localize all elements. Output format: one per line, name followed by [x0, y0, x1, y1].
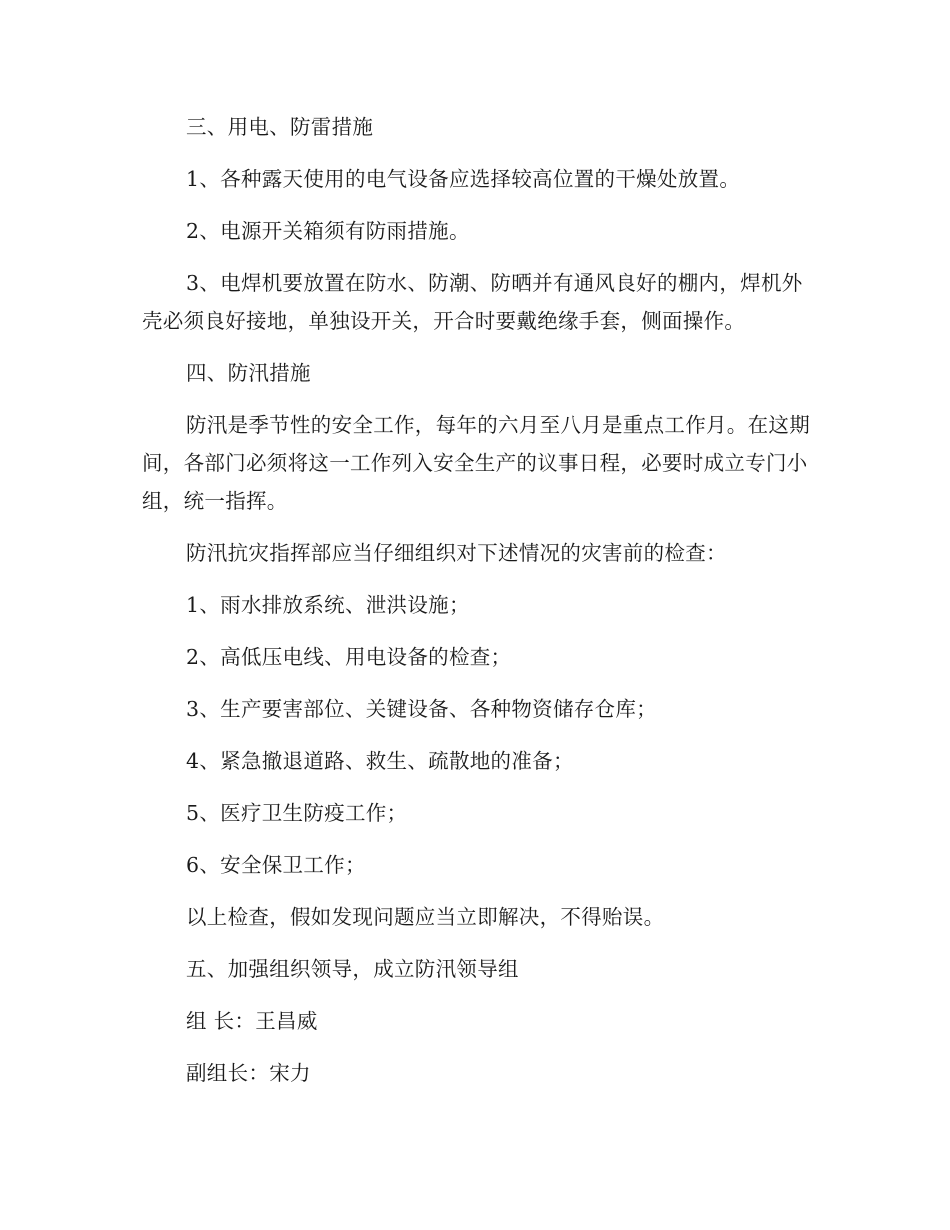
deputy-leader-line: 副组长：宋力 [186, 1061, 311, 1085]
paragraph-item: 1、各种露天使用的电气设备应选择较高位置的干燥处放置。 [186, 167, 741, 191]
paragraph-body: 以上检查，假如发现问题应当立即解决，不得贻误。 [186, 905, 665, 929]
leader-line: 组 长：王昌威 [186, 1009, 318, 1033]
section-heading-electricity: 三、用电、防雷措施 [186, 115, 374, 139]
paragraph-item: 3、电焊机要放置在防水、防潮、防晒并有通风良好的棚内，焊机外壳必须良好接地，单独设开关，开合时要戴绝缘手套，侧面操作。 [142, 271, 803, 333]
list-item: 5、医疗卫生防疫工作； [186, 801, 408, 825]
list-item: 4、紧急撤退道路、救生、疏散地的准备； [186, 749, 574, 773]
paragraph-item: 2、电源开关箱须有防雨措施。 [186, 219, 470, 243]
list-item: 1、雨水排放系统、泄洪设施； [186, 593, 470, 617]
paragraph-body: 防汛抗灾指挥部应当仔细组织对下述情况的灾害前的检查： [186, 541, 727, 565]
section-heading-flood: 四、防汛措施 [186, 361, 311, 385]
paragraph-body: 防汛是季节性的安全工作，每年的六月至八月是重点工作月。在这期间，各部门必须将这一工作列入安全生产的议事日程，必要时成立专门小组，统一指挥。 [142, 413, 810, 513]
section-heading-leadership: 五、加强组织领导，成立防汛领导组 [186, 957, 519, 981]
list-item: 6、安全保卫工作； [186, 853, 366, 877]
list-item: 2、高低压电线、用电设备的检查； [186, 645, 512, 669]
list-item: 3、生产要害部位、关键设备、各种物资储存仓库； [186, 697, 657, 721]
